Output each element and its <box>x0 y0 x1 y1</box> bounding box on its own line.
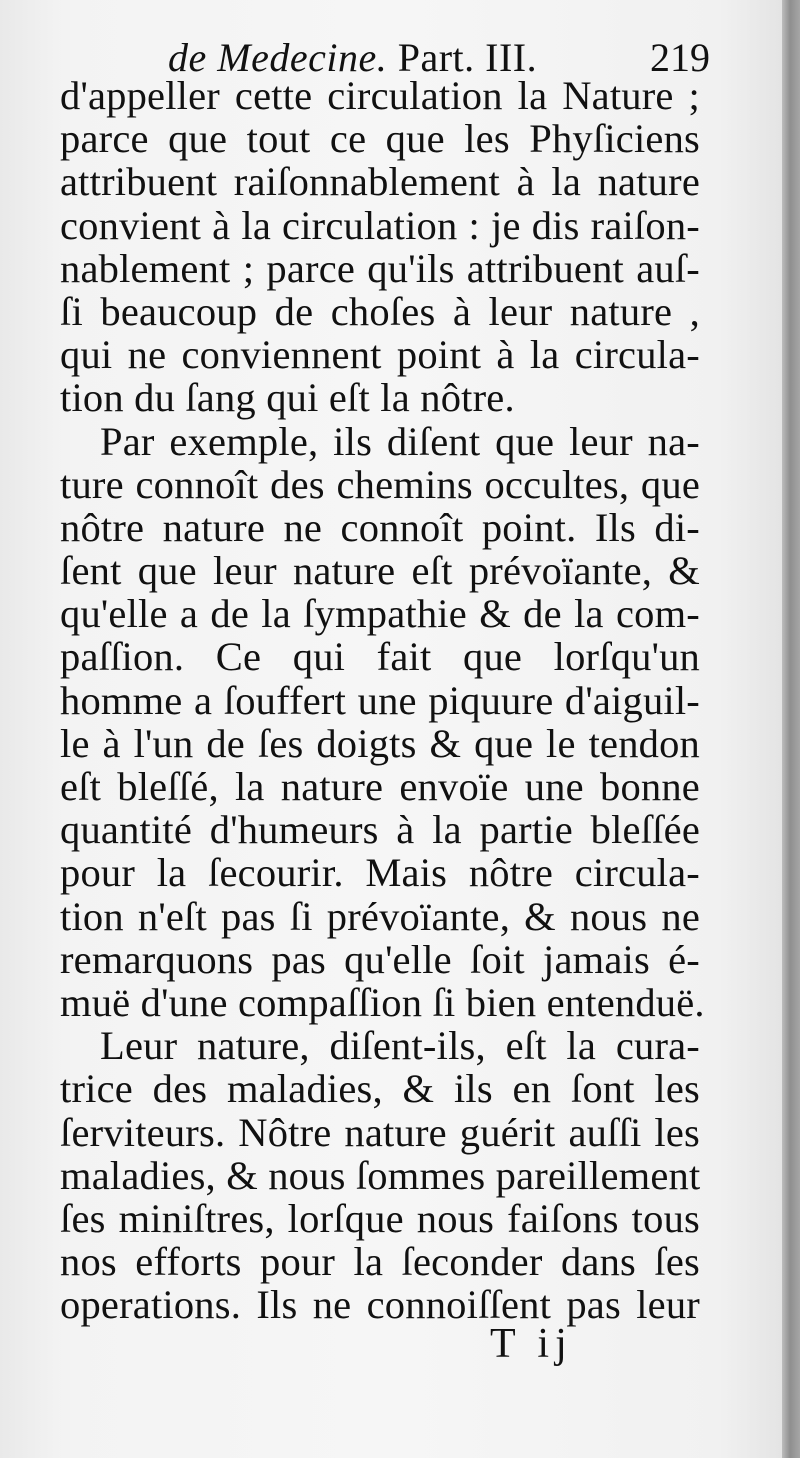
text-line: eſt bleſſé, la nature envoïe une bonne <box>60 764 700 809</box>
running-title-roman: Part. III. <box>387 35 538 80</box>
text-line: ſes miniſtres, lorſque nous faiſons tous <box>60 1195 700 1241</box>
text-line: nablement ; parce qu'ils attribuent auſ- <box>60 245 700 291</box>
text-line: tion du ſang qui eſt la nôtre. <box>60 375 515 421</box>
text-line: Leur nature, diſent-ils, eſt la cura- <box>100 1023 700 1069</box>
text-line: maladies, & nous ſommes pareillement <box>60 1152 701 1198</box>
body-text <box>60 73 705 1328</box>
text-line: muë d'une compaſſion ſi bien entenduë. <box>60 979 705 1025</box>
page-number: 219 <box>650 35 710 80</box>
text-line: qu'elle a de la ſympathie & de la com- <box>60 591 700 637</box>
text-line: operations. Ils ne connoiſſent pas leur <box>60 1282 700 1328</box>
text-line: homme a ſouffert une piquure d'aiguil- <box>60 677 700 723</box>
text-line: ſi beaucoup de choſes à leur nature , <box>60 288 700 334</box>
text-line: le à l'un de ſes doigts & que le tendon <box>60 720 700 766</box>
text-line: trice des maladies, & ils en ſont les <box>60 1066 700 1112</box>
text-line: nôtre nature ne connoît point. Ils di- <box>60 504 700 550</box>
text-line: d'appeller cette circulation la Nature ; <box>60 73 700 118</box>
text-line: qui ne conviennent point à la circula- <box>60 332 700 378</box>
text-line: ſerviteurs. Nôtre nature guérit auſſi les <box>60 1109 700 1155</box>
text-line: paſſion. Ce qui fait que lorſqu'un <box>60 634 700 680</box>
signature-mark: T ij <box>490 1321 573 1367</box>
text-line: remarquons pas qu'elle ſoit jamais é- <box>60 936 700 982</box>
running-title-italic: de Medecine. <box>168 35 388 80</box>
text-line: tion n'eſt pas ſi prévoïante, & nous ne <box>60 893 700 939</box>
text-line: nos efforts pour la ſeconder dans ſes <box>60 1239 700 1285</box>
text-line: quantité d'humeurs à la partie bleſſée <box>60 807 700 853</box>
text-line: convient à la circulation : je dis raiſon- <box>60 202 700 248</box>
text-line: ſent que leur nature eſt prévoïante, & <box>60 548 700 594</box>
text-line: Par exemple, ils diſent que leur na- <box>100 418 700 464</box>
text-line: pour la ſecourir. Mais nôtre circula- <box>60 850 700 896</box>
text-line: ture connoît des chemins occultes, que <box>60 461 700 507</box>
page-edge-shadow <box>782 0 800 1458</box>
text-line: parce que tout ce que les Phyſiciens <box>60 116 700 162</box>
text-line: attribuent raiſonnablement à la nature <box>60 159 700 205</box>
